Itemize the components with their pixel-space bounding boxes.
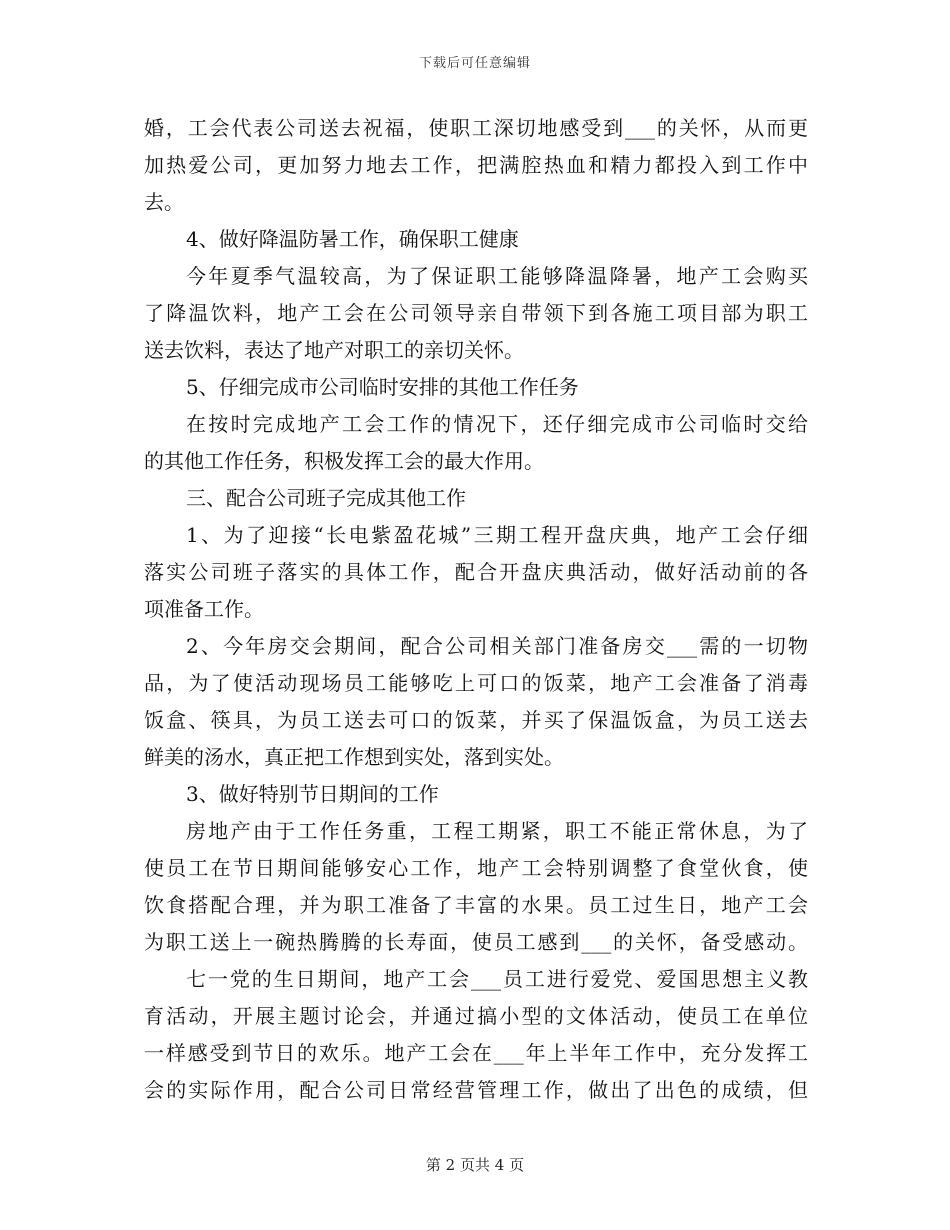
text-line: 品，为了使活动现场员工能够吃上可口的饭菜，地产工会准备了消毒 — [144, 671, 808, 695]
text-line: 为职工送上一碗热腾腾的长寿面，使员工感到___的关怀，备受感动。 — [144, 930, 808, 954]
text-line: 会的实际作用，配合公司日常经营管理工作，做出了出色的成绩，但 — [144, 1078, 808, 1102]
text-line: 婚，工会代表公司送去祝福，使职工深切地感受到___的关怀，从而更 — [144, 116, 808, 140]
text-line: 项准备工作。 — [144, 597, 264, 621]
text-line: 饭盒、筷具，为员工送去可口的饭菜，并买了保温饭盒，为员工送去 — [144, 708, 808, 732]
text-line: 送去饮料，表达了地产对职工的亲切关怀。 — [144, 338, 524, 362]
text-line: 1、为了迎接“长电紫盈花城”三期工程开盘庆典，地产工会仔细 — [186, 523, 808, 547]
page-footer: 第 2 页共 4 页 — [425, 1156, 525, 1174]
text-line: 使员工在节日期间能够安心工作，地产工会特别调整了食堂伙食，使 — [144, 856, 808, 880]
text-line: 2、今年房交会期间，配合公司相关部门准备房交___需的一切物 — [186, 634, 808, 658]
document-body — [144, 110, 808, 1109]
text-line: 今年夏季气温较高，为了保证职工能够降温降暑，地产工会购买 — [186, 264, 808, 288]
text-line: 七一党的生日期间，地产工会___员工进行爱党、爱国思想主义教 — [186, 967, 808, 991]
text-line: 加热爱公司，更加努力地去工作，把满腔热血和精力都投入到工作中 — [144, 153, 808, 177]
text-line: 去。 — [144, 190, 184, 214]
text-line: 落实公司班子落实的具体工作，配合开盘庆典活动，做好活动前的各 — [144, 560, 808, 584]
text-line: 在按时完成地产工会工作的情况下，还仔细完成市公司临时交给 — [186, 412, 808, 436]
text-line: 一样感受到节日的欢乐。地产工会在___年上半年工作中，充分发挥工 — [144, 1041, 808, 1065]
text-line: 4、做好降温防暑工作，确保职工健康 — [186, 227, 519, 251]
text-line: 房地产由于工作任务重，工程工期紧，职工不能正常休息，为了 — [186, 819, 808, 843]
text-line: 饮食搭配合理，并为职工准备了丰富的水果。员工过生日，地产工会 — [144, 893, 808, 917]
text-line: 5、仔细完成市公司临时安排的其他工作任务 — [186, 375, 579, 399]
text-line: 3、做好特别节日期间的工作 — [186, 782, 439, 806]
text-line: 鲜美的汤水，真正把工作想到实处，落到实处。 — [144, 745, 564, 769]
text-line: 三、配合公司班子完成其他工作 — [186, 486, 466, 510]
text-line: 的其他工作任务，积极发挥工会的最大作用。 — [144, 449, 544, 473]
page-header: 下载后可任意编辑 — [418, 56, 531, 71]
text-line: 了降温饮料，地产工会在公司领导亲自带领下到各施工项目部为职工 — [144, 301, 808, 325]
text-line: 育活动，开展主题讨论会，并通过搞小型的文体活动，使员工在单位 — [144, 1004, 808, 1028]
